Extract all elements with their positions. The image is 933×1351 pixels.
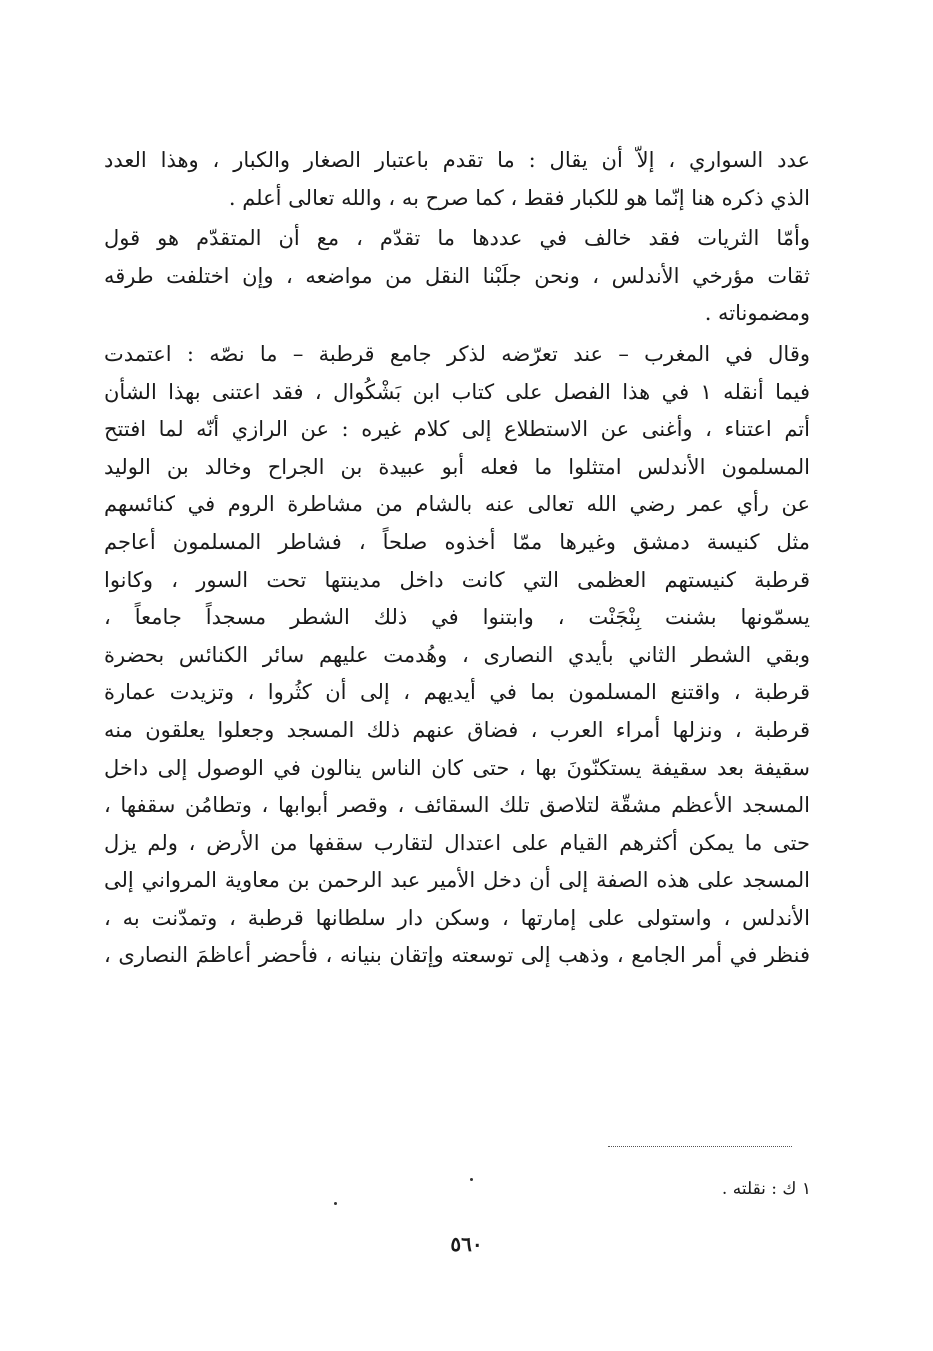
text-line: أتم اعتناء ، وأغنى عن الاستطلاع إلى كلام غيره : عن الرازي أنّه لما افتتح [104,417,810,442]
paragraph-1 [104,142,810,217]
text-line: المسلمون الأندلس امتثلوا ما فعله أبو عبيدة بن الجراح وخالد بن الوليد [104,454,810,479]
text-line: عن رأي عمر رضي الله تعالى عنه بالشام من مشاطرة الروم في كنائسهم [104,492,810,517]
text-line: قرطبة ، ونزلها أمراء العرب ، فضاق عنهم ذلك المسجد وجعلوا يعلقون منه [104,717,810,742]
paragraph-2 [104,220,810,333]
text-line: وأمّا الثريات فقد خالف في عددها ما تقدّم ، مع أن المتقدّم هو قول [104,226,810,251]
text-line: الأندلس ، واستولى على إمارتها ، وسكن دار سلطانها قرطبة ، وتمدّنت به ، [104,905,810,930]
footnote: ١ ك : نقلته . [721,1179,811,1199]
text-line: وبقي الشطر الثاني بأيدي النصارى ، وهُدمت عليهم سائر الكنائس بحضرة [104,642,810,667]
text-line: مثل كنيسة دمشق وغيرها ممّا أخذوه صلحاً ، فشاطر المسلمون أعاجم [104,529,810,554]
text-line: فنظر في أمر الجامع ، وذهب إلى توسعته وإتقان بنيانه ، فأحضر أعاظمَ النصارى ، [104,943,810,968]
text-line: قرطبة ، واقتنع المسلمون بما في أيديهم ، إلى أن كثُروا ، وتزيدت عمارة [104,680,810,705]
text-line: المسجد على هذه الصفة إلى أن دخل الأمير عبد الرحمن بن معاوية المرواني إلى [104,868,810,893]
scan-speck [334,1202,337,1205]
text-line: المسجد الأعظم مشقّة لتلاصق تلك السقائف ، وقصر أبوابها ، وتطامُن سقفها ، [104,793,810,818]
main-text [104,142,810,975]
text-line: ومضموناته . [704,301,810,326]
text-line: الذي ذكره هنا إنّما هو للكبار فقط ، كما صرح به ، والله تعالى أعلم . [228,185,810,210]
footnote-separator [608,1146,792,1147]
text-line: عدد السواري ، إلاّ أن يقال : ما تقدم باعتبار الصغار والكبار ، وهذا العدد [104,148,810,172]
text-line: فيما أنقله ١ في هذا الفصل على كتاب ابن بَشْكُوال ، فقد اعتنى بهذا الشأن [104,379,810,404]
page-number: ٥٦٠ [450,1232,483,1256]
text-line: حتى ما يمكن أكثرهم القيام على اعتدال لتقارب سقفها من الأرض ، ولم يزل [104,830,810,855]
text-line: ثقات مؤرخي الأندلس ، ونحن جلَبْنا النقل من مواضعه ، وإن اختلفت طرقه [104,263,810,288]
paragraph-3 [104,336,810,975]
text-line: سقيفة بعد سقيفة يستكنّونَ بها ، حتى كان الناس ينالون في الوصول إلى داخل [104,755,810,780]
text-line: وقال في المغرب – عند تعرّضه لذكر جامع قرطبة – ما نصّه : اعتمدت [104,341,810,366]
text-line: يسمّونها بشنت بِنْجَنْت ، وابتنوا في ذلك الشطر مسجداً جامعاً ، [104,605,810,630]
scan-speck [470,1178,473,1181]
text-line: قرطبة كنيستهم العظمى التي كانت داخل مدينتها تحت السور ، وكانوا [104,567,810,592]
